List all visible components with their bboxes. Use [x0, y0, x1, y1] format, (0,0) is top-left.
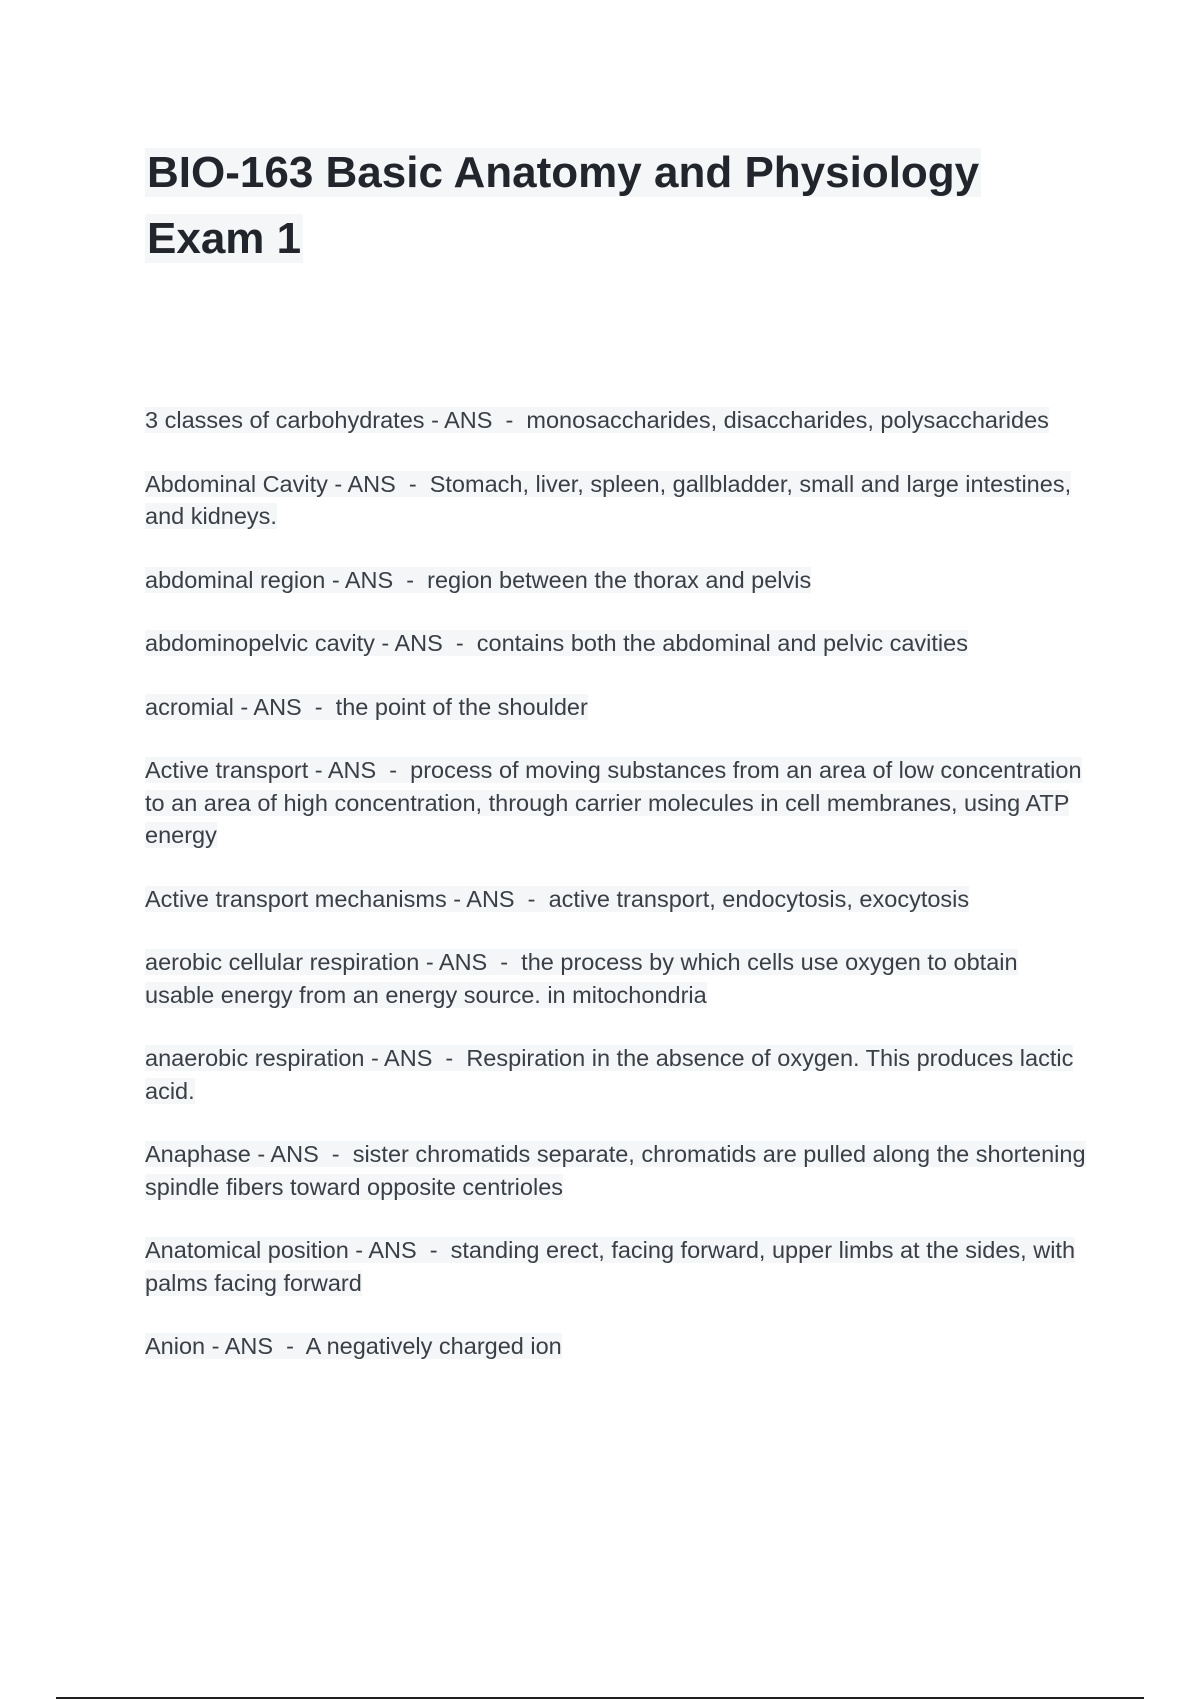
- entry-definition: contains both the abdominal and pelvic cavities: [476, 630, 968, 656]
- list-item: [145, 946, 1090, 1011]
- entry-text: [145, 1141, 1086, 1200]
- entry-answer-marker: - ANS -: [250, 1141, 353, 1167]
- entry-definition: sister chromatids separate, chromatids are pulled along the shortening spindle fibers toward opposite centrioles: [145, 1141, 1086, 1200]
- list-item: [145, 627, 1090, 660]
- entry-term: Anion: [145, 1333, 206, 1359]
- entry-answer-marker: - ANS -: [308, 757, 411, 783]
- entry-text: [145, 1045, 1073, 1104]
- entry-definition: A negatively charged ion: [305, 1333, 562, 1359]
- entry-definition: Stomach, liver, spleen, gallbladder, small and large intestines, and kidneys.: [145, 470, 1072, 529]
- entry-term: Abdominal Cavity: [145, 470, 328, 497]
- entry-text: [145, 471, 1071, 530]
- entry-term: abdominopelvic cavity: [145, 630, 375, 656]
- list-item: [145, 404, 1090, 437]
- entry-answer-marker: - ANS -: [424, 407, 527, 433]
- entry-answer-marker: - ANS -: [325, 566, 428, 593]
- list-item: [145, 754, 1090, 852]
- entry-term: acromial: [145, 693, 234, 720]
- entry-definition: process of moving substances from an area of low concentration to an area of high concentration, through carrier molecules in cell membranes, using ATP energy: [145, 757, 1082, 848]
- document-title-text: BIO-163 Basic Anatomy and Physiology Exam 1: [147, 148, 980, 263]
- list-item: [145, 883, 1090, 916]
- entry-answer-marker: - ANS -: [446, 885, 549, 912]
- entry-answer-marker: - ANS -: [364, 1045, 467, 1071]
- document-title: [145, 140, 1085, 272]
- list-item: [145, 1138, 1090, 1203]
- entry-text: [145, 694, 588, 720]
- entry-definition: Respiration in the absence of oxygen. This produces lactic acid.: [145, 1045, 1074, 1104]
- entry-text: [145, 407, 1049, 433]
- flashcard-list: [145, 404, 1090, 1394]
- entry-definition: monosaccharides, disaccharides, polysaccharides: [526, 407, 1049, 433]
- entry-definition: the process by which cells use oxygen to obtain usable energy from an energy source. in mitochondria: [145, 949, 1018, 1008]
- entry-term: Anatomical position: [145, 1237, 349, 1263]
- entry-text: [145, 567, 811, 593]
- entry-text: [145, 630, 968, 656]
- entry-term: Active transport mechanisms: [145, 885, 447, 912]
- list-item: [145, 691, 1090, 724]
- entry-term: abdominal region: [145, 566, 326, 593]
- list-item: [145, 1042, 1090, 1107]
- list-item: [145, 1234, 1090, 1299]
- entry-term: anaerobic respiration: [145, 1045, 365, 1071]
- entry-text: [145, 1333, 562, 1359]
- list-item: [145, 564, 1090, 597]
- entry-definition: active transport, endocytosis, exocytosis: [548, 885, 970, 912]
- entry-answer-marker: - ANS -: [419, 949, 522, 975]
- entry-definition: region between the thorax and pelvis: [427, 566, 812, 593]
- entry-term: aerobic cellular respiration: [145, 949, 420, 975]
- entry-definition: standing erect, facing forward, upper limbs at the sides, with palms facing forward: [145, 1237, 1076, 1296]
- entry-term: Anaphase: [145, 1141, 251, 1167]
- entry-answer-marker: - ANS -: [327, 470, 430, 497]
- entry-answer-marker: - ANS -: [374, 630, 477, 656]
- list-item: [145, 1330, 1090, 1363]
- entry-definition: the point of the shoulder: [335, 693, 588, 720]
- entry-text: [145, 886, 969, 912]
- entry-answer-marker: - ANS -: [205, 1333, 306, 1359]
- footer-divider: [56, 1697, 1144, 1699]
- entry-term: Active transport: [145, 757, 309, 783]
- entry-text: [145, 949, 1018, 1008]
- entry-term: 3 classes of carbohydrates: [145, 407, 425, 433]
- list-item: [145, 468, 1090, 533]
- entry-text: [145, 757, 1082, 848]
- entry-answer-marker: - ANS -: [233, 693, 336, 720]
- entry-text: [145, 1237, 1075, 1296]
- entry-answer-marker: - ANS -: [348, 1237, 451, 1263]
